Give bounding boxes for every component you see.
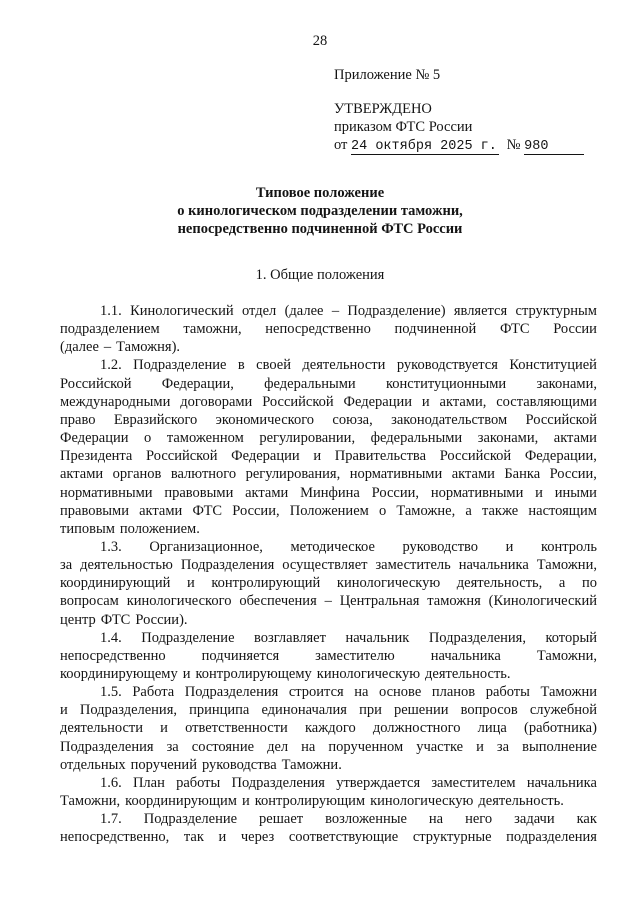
body-line: 1.1. Кинологический отдел (далее – Подразделение) является структурным — [100, 303, 597, 319]
approval-heading: УТВЕРЖДЕНО — [334, 101, 432, 117]
document-title-line-1: Типовое положение — [255, 185, 385, 201]
section-heading: 1. Общие положения — [255, 267, 385, 283]
body-line: нормативными правовыми актами Минфина России, нормативными и иными — [60, 484, 597, 501]
body-line: 1.3. Организационное, методическое руководство и контроль — [100, 538, 597, 555]
body-line: правовыми актами ФТС России, Положением о Таможне, а также настоящим — [60, 502, 597, 519]
body-line: и Подразделения, принципа единоначалия при решении вопросов служебной — [60, 702, 597, 719]
approval-number: 980 — [524, 139, 584, 155]
body-line: Подразделения за состояние дел на порученном участке и за выполнение — [60, 738, 597, 755]
body-line: (далее – Таможня). — [60, 339, 181, 356]
body-line: деятельности и ответственности каждого должностного лица (работника) — [60, 720, 597, 737]
body-line: 1.2. Подразделение в своей деятельности руководствуется Конституцией — [100, 357, 597, 374]
body-line: право Евразийского экономического союза, законодательством Российской — [60, 411, 597, 428]
body-line: центр ФТС России). — [60, 611, 188, 628]
body-line: Российской Федерации, федеральными конституционными законами, — [60, 375, 597, 392]
body-line: 1.7. Подразделение решает возложенные на него задачи как — [100, 811, 597, 828]
body-line: непосредственно, так и через соответствующие структурные подразделения — [60, 829, 597, 846]
body-line: непосредственно подчиняется заместителю начальника Таможни, — [60, 647, 597, 664]
body-line: 1.6. План работы Подразделения утверждается заместителем начальника — [100, 774, 597, 791]
document-title-line-3: непосредственно подчиненной ФТС России — [177, 221, 463, 237]
body-line: отдельных поручений руководства Таможни. — [60, 756, 342, 773]
body-line: за деятельностью Подразделения осуществляет заместитель начальника Таможни, — [60, 557, 597, 574]
body-line: координирующему и контролирующему кинологическую деятельность. — [60, 666, 511, 682]
body-line: Таможни, координирующим и контролирующим кинологическую деятельность. — [60, 793, 564, 810]
body-line: подразделением таможни, непосредственно подчиненной ФТС России — [60, 321, 597, 338]
body-line: международными договорами Российской Федерации и актами, составляющими — [60, 393, 597, 410]
body-line: вопросам кинологического обеспечения – Центральная таможня (Кинологический — [60, 593, 597, 610]
page-number: 28 — [312, 33, 328, 49]
body-line: 1.4. Подразделение возглавляет начальник Подразделения, который — [100, 629, 597, 646]
approval-order-line: приказом ФТС России — [334, 119, 473, 135]
number-label: № — [506, 137, 521, 153]
body-line: координирующий и контролирующий кинологическую деятельность, а по — [60, 575, 597, 592]
body-line: типовым положением. — [60, 520, 200, 537]
body-line: Федерации о таможенном регулировании, федеральными законами, актами — [60, 430, 597, 447]
body-line: актами органов валютного регулирования, нормативными актами Банка России, — [60, 466, 597, 483]
approval-date-line — [334, 137, 584, 155]
document-title-line-2: о кинологическом подразделении таможни, — [177, 203, 463, 219]
approval-date: 24 октября 2025 г. — [351, 139, 499, 155]
from-label: от — [334, 137, 348, 153]
body-line: Президента Российской Федерации и Правительства Российской Федерации, — [60, 448, 597, 465]
appendix-label: Приложение № 5 — [334, 67, 441, 83]
body-line: 1.5. Работа Подразделения строится на основе планов работы Таможни — [100, 684, 597, 701]
